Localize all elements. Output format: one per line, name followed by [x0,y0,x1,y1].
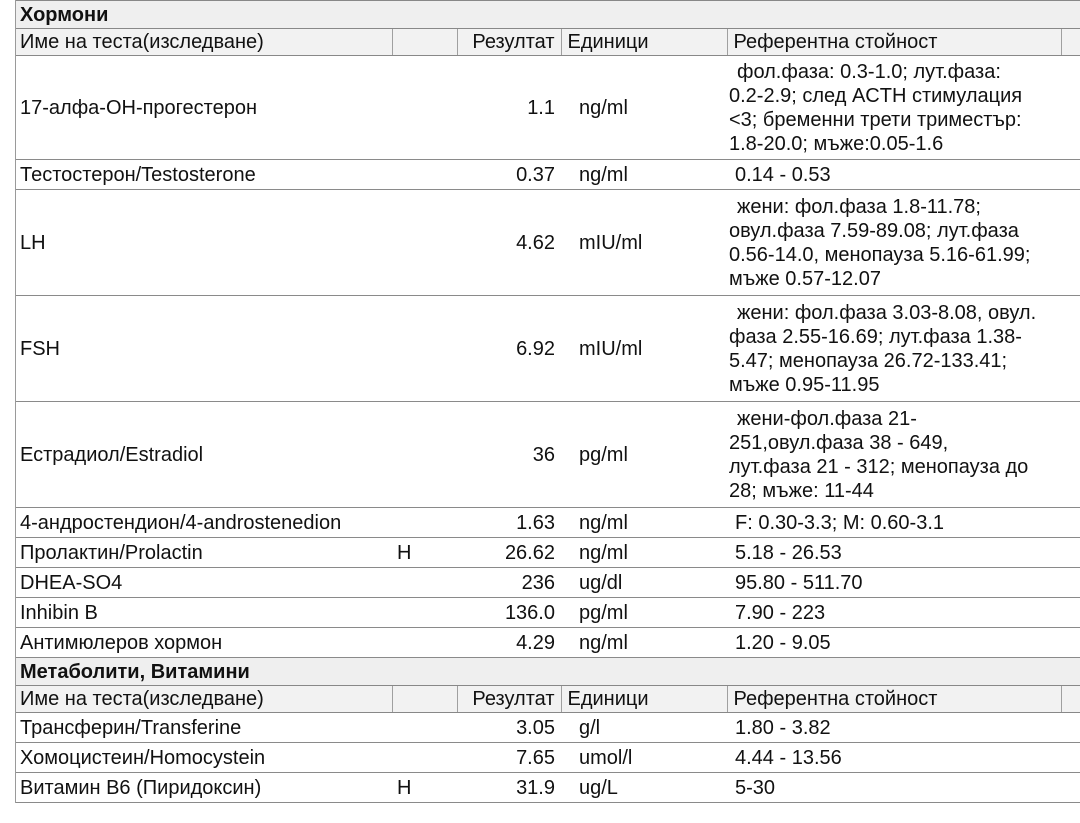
reference-line: <3; бременни трети триместър: [729,108,1022,131]
section-title: Хормони [16,1,1080,29]
test-name: Inhibin B [16,598,392,628]
result-value: 1.1 [457,56,561,160]
result-value: 26.62 [457,538,561,568]
reference-line: жени: фол.фаза 1.8-11.78; [737,195,981,218]
flag-indicator [392,508,457,538]
reference-range: 95.80 - 511.70 [727,568,1080,598]
flag-indicator [392,628,457,658]
units: ng/ml [561,160,727,190]
reference-range: 7.90 - 223 [727,598,1080,628]
reference-line: 1.8-20.0; мъже:0.05-1.6 [729,132,944,155]
reference-range: 1.20 - 9.05 [727,628,1080,658]
units: ng/ml [561,56,727,160]
table-row [16,773,1080,803]
reference-range: 5-30 [727,773,1080,803]
units: pg/ml [561,402,727,508]
reference-line: 0.56-14.0, менопауза 5.16-61.99; [729,243,1031,266]
section-header [16,658,1080,686]
units: mIU/ml [561,190,727,296]
column-header-name: Име на теста(изследване) [16,29,392,56]
flag-indicator [392,713,457,743]
reference-range: 1.80 - 3.82 [727,713,1080,743]
reference-range [727,190,1080,296]
results-table [16,0,1080,803]
flag-indicator: H [392,773,457,803]
lab-report [15,0,1080,803]
column-header-units: Единици [561,686,727,713]
reference-range [727,56,1080,160]
reference-line: мъже 0.57-12.07 [729,267,881,290]
column-header-row [16,686,1080,713]
reference-range: 4.44 - 13.56 [727,743,1080,773]
column-header-spacer [1061,686,1080,713]
reference-line: фол.фаза: 0.3-1.0; лут.фаза: [737,60,1001,83]
table-row [16,190,1080,296]
test-name: 4-андростендион/4-androstenedion [16,508,392,538]
reference-line: 5.47; менопауза 26.72-133.41; [729,349,1008,372]
result-value: 7.65 [457,743,561,773]
test-name: Тестостерон/Testosterone [16,160,392,190]
units: umol/l [561,743,727,773]
result-value: 136.0 [457,598,561,628]
reference-line: 0.2-2.9; след ACTH стимулация [729,84,1023,107]
reference-range: 5.18 - 26.53 [727,538,1080,568]
column-header-reference: Референтна стойност [727,686,1061,713]
table-row [16,160,1080,190]
table-row [16,628,1080,658]
reference-line: 28; мъже: 11-44 [729,479,874,502]
reference-line: лут.фаза 21 - 312; менопауза до [729,455,1029,478]
result-value: 1.63 [457,508,561,538]
test-name: Витамин B6 (Пиридоксин) [16,773,392,803]
reference-range [727,402,1080,508]
flag-indicator [392,402,457,508]
reference-line: жени-фол.фаза 21- [737,407,917,430]
units: ng/ml [561,508,727,538]
reference-line: мъже 0.95-11.95 [729,373,880,396]
reference-line: жени: фол.фаза 3.03-8.08, овул. [737,301,1037,324]
column-header-reference: Референтна стойност [727,29,1061,56]
reference-line: фаза 2.55-16.69; лут.фаза 1.38- [729,325,1022,348]
flag-indicator: H [392,538,457,568]
flag-indicator [392,743,457,773]
reference-range [727,296,1080,402]
result-value: 31.9 [457,773,561,803]
test-name: LH [16,190,392,296]
units: ug/L [561,773,727,803]
column-header-flag [392,686,457,713]
test-name: 17-алфа-OH-прогестерон [16,56,392,160]
result-value: 6.92 [457,296,561,402]
flag-indicator [392,598,457,628]
column-header-spacer [1061,29,1080,56]
flag-indicator [392,568,457,598]
units: ng/ml [561,538,727,568]
result-value: 4.62 [457,190,561,296]
reference-line: 251,овул.фаза 38 - 649, [729,431,949,454]
table-row [16,713,1080,743]
flag-indicator [392,160,457,190]
column-header-units: Единици [561,29,727,56]
test-name: Пролактин/Prolactin [16,538,392,568]
table-row [16,508,1080,538]
column-header-row [16,29,1080,56]
test-name: Антимюлеров хормон [16,628,392,658]
table-row [16,56,1080,160]
test-name: Трансферин/Transferine [16,713,392,743]
flag-indicator [392,190,457,296]
result-value: 36 [457,402,561,508]
table-row [16,743,1080,773]
units: g/l [561,713,727,743]
table-row [16,296,1080,402]
flag-indicator [392,296,457,402]
column-header-result: Резултат [457,686,561,713]
section-header [16,1,1080,29]
reference-range: F: 0.30-3.3; M: 0.60-3.1 [727,508,1080,538]
units: ng/ml [561,628,727,658]
reference-range: 0.14 - 0.53 [727,160,1080,190]
test-name: Хомоцистеин/Homocystein [16,743,392,773]
table-row [16,402,1080,508]
units: pg/ml [561,598,727,628]
table-row [16,598,1080,628]
test-name: FSH [16,296,392,402]
column-header-name: Име на теста(изследване) [16,686,392,713]
units: mIU/ml [561,296,727,402]
result-value: 236 [457,568,561,598]
test-name: DHEA-SO4 [16,568,392,598]
result-value: 4.29 [457,628,561,658]
column-header-result: Резултат [457,29,561,56]
column-header-flag [392,29,457,56]
table-row [16,568,1080,598]
result-value: 0.37 [457,160,561,190]
flag-indicator [392,56,457,160]
units: ug/dl [561,568,727,598]
reference-line: овул.фаза 7.59-89.08; лут.фаза [729,219,1019,242]
test-name: Естрадиол/Estradiol [16,402,392,508]
result-value: 3.05 [457,713,561,743]
table-row [16,538,1080,568]
section-title: Метаболити, Витамини [16,658,1080,686]
